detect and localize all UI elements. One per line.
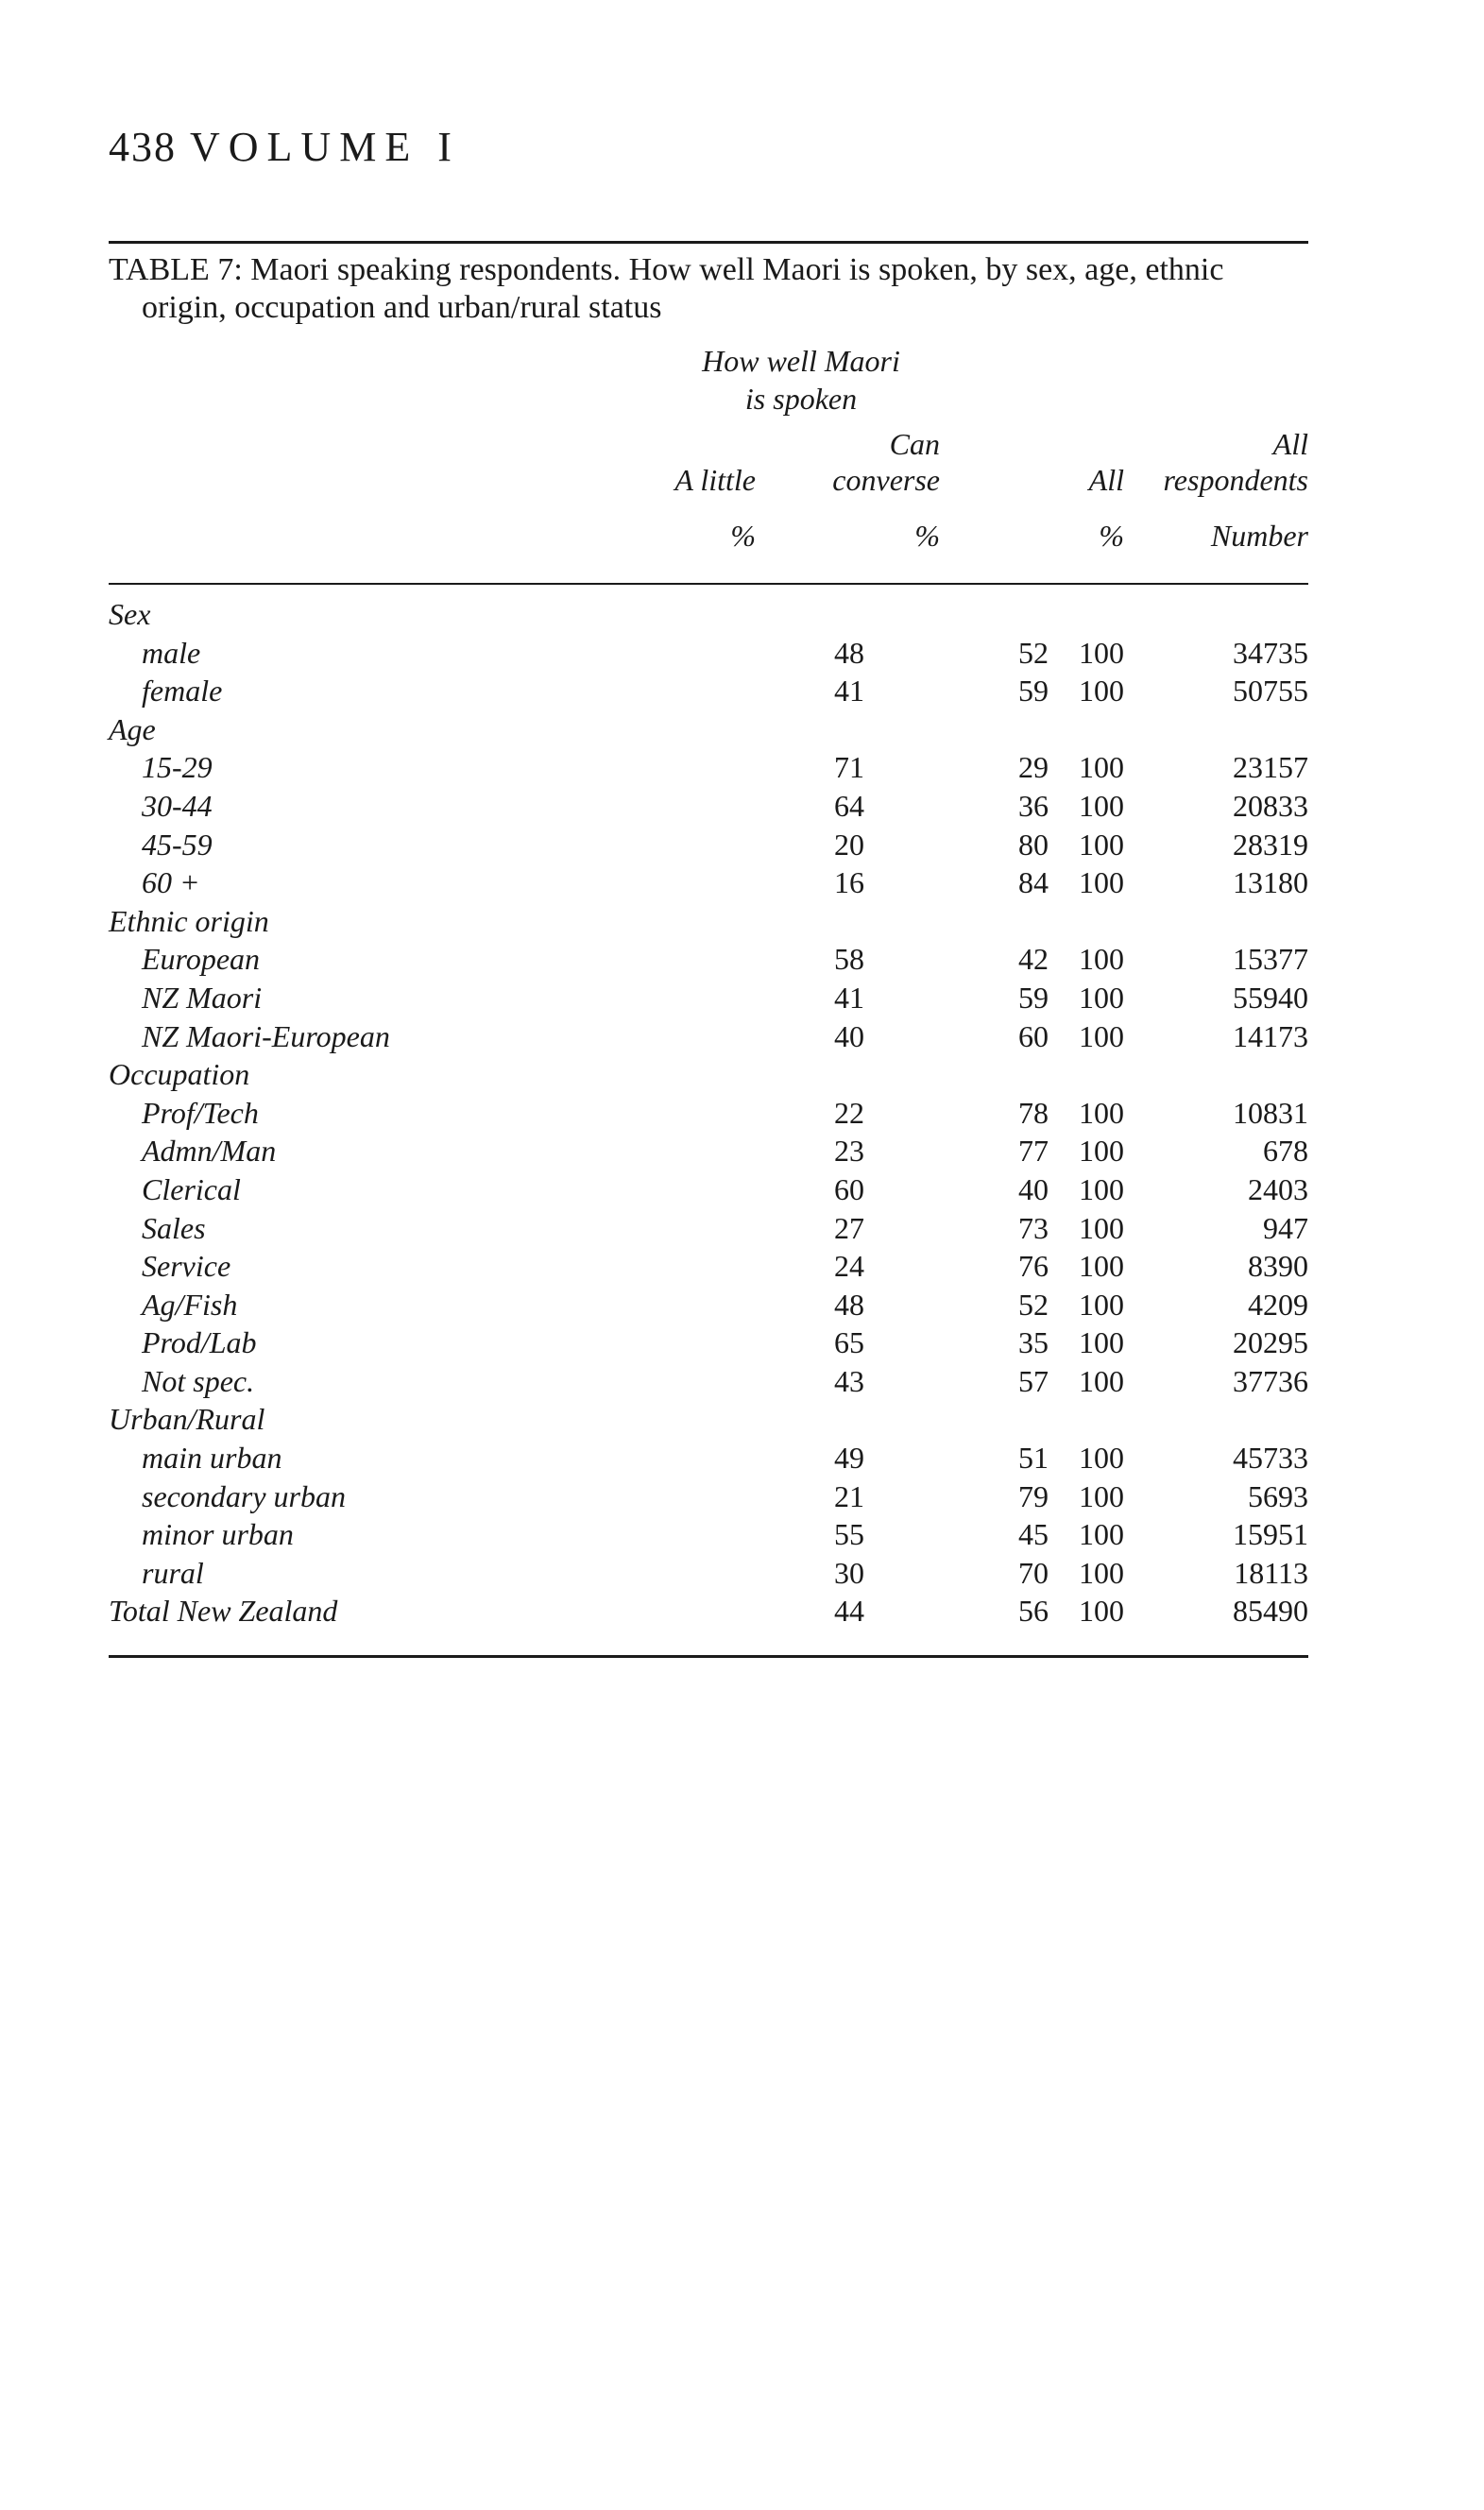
cell-all: 100 — [1079, 1441, 1124, 1476]
row-label: Sales — [142, 1210, 206, 1245]
table-row — [109, 748, 1308, 787]
table-row — [109, 1247, 1308, 1286]
cell-all-respondents: 50755 — [1233, 674, 1308, 709]
cell-a-little: 40 — [834, 1018, 864, 1053]
group-label: Age — [109, 711, 156, 746]
cell-a-little: 58 — [834, 942, 864, 977]
row-label: European — [142, 942, 261, 977]
row-label: NZ Maori — [142, 980, 263, 1015]
cell-all: 100 — [1079, 1287, 1124, 1322]
col-unit-can-converse: % — [914, 519, 940, 553]
table-row — [109, 940, 1308, 979]
cell-a-little: 21 — [834, 1478, 864, 1513]
table-group-row — [109, 1055, 1308, 1094]
cell-a-little: 22 — [834, 1095, 864, 1130]
row-label: 60 + — [142, 865, 200, 900]
cell-all: 100 — [1079, 1363, 1124, 1398]
cell-a-little: 43 — [834, 1363, 864, 1398]
table-group-row — [109, 710, 1308, 749]
group-label: Occupation — [109, 1057, 250, 1092]
cell-can-converse: 42 — [1018, 942, 1049, 977]
cell-all: 100 — [1079, 1517, 1124, 1552]
row-label: Admn/Man — [142, 1134, 277, 1169]
table-body — [109, 595, 1308, 1631]
row-label: main urban — [142, 1441, 282, 1476]
group-label: Ethnic origin — [109, 903, 269, 938]
table-top-rule — [109, 241, 1308, 244]
row-label: Ag/Fish — [142, 1287, 238, 1322]
row-label: male — [142, 635, 201, 670]
cell-all-respondents: 55940 — [1233, 980, 1308, 1015]
table-row — [109, 634, 1308, 673]
cell-all: 100 — [1079, 674, 1124, 709]
cell-all-respondents: 18113 — [1234, 1555, 1308, 1590]
cell-can-converse: 70 — [1018, 1555, 1049, 1590]
cell-all: 100 — [1079, 1134, 1124, 1169]
cell-all: 100 — [1079, 1594, 1124, 1629]
table-row — [109, 1017, 1308, 1056]
cell-can-converse: 77 — [1018, 1134, 1049, 1169]
cell-all: 100 — [1079, 865, 1124, 900]
col-unit-all: % — [1099, 519, 1124, 553]
cell-all-respondents: 34735 — [1233, 635, 1308, 670]
cell-all: 100 — [1079, 1018, 1124, 1053]
cell-a-little: 65 — [834, 1325, 864, 1360]
row-label: 45-59 — [142, 827, 213, 862]
table-row — [109, 863, 1308, 902]
cell-all-respondents: 85490 — [1233, 1594, 1308, 1629]
table-row — [109, 1209, 1308, 1248]
cell-all-respondents: 4209 — [1248, 1287, 1308, 1322]
table-row — [109, 1477, 1308, 1516]
cell-all: 100 — [1079, 980, 1124, 1015]
table-row — [109, 1170, 1308, 1209]
cell-all-respondents: 2403 — [1248, 1171, 1308, 1206]
table-row — [109, 1132, 1308, 1170]
cell-all: 100 — [1079, 1095, 1124, 1130]
cell-can-converse: 80 — [1018, 827, 1049, 862]
cell-all: 100 — [1079, 635, 1124, 670]
cell-a-little: 49 — [834, 1441, 864, 1476]
col-header-all: All — [1088, 463, 1124, 497]
cell-can-converse: 51 — [1018, 1441, 1049, 1476]
cell-can-converse: 84 — [1018, 865, 1049, 900]
cell-all: 100 — [1079, 750, 1124, 785]
cell-a-little: 27 — [834, 1210, 864, 1245]
table-group-row — [109, 1400, 1308, 1439]
row-label: 15-29 — [142, 750, 213, 785]
cell-can-converse: 78 — [1018, 1095, 1049, 1130]
cell-all-respondents: 45733 — [1233, 1441, 1308, 1476]
cell-all-respondents: 20833 — [1233, 788, 1308, 823]
cell-all: 100 — [1079, 1478, 1124, 1513]
row-label: Not spec. — [142, 1363, 255, 1398]
table-row — [109, 787, 1308, 826]
cell-a-little: 30 — [834, 1555, 864, 1590]
table-row — [109, 1094, 1308, 1133]
cell-all-respondents: 10831 — [1233, 1095, 1308, 1130]
row-label: Total New Zealand — [109, 1594, 338, 1629]
row-label: 30-44 — [142, 788, 213, 823]
row-label: Prof/Tech — [142, 1095, 259, 1130]
col-unit-a-little: % — [730, 519, 756, 553]
cell-all: 100 — [1079, 827, 1124, 862]
col-header-can-converse-line2: converse — [832, 463, 940, 497]
cell-all: 100 — [1079, 1249, 1124, 1284]
table-group-row — [109, 595, 1308, 634]
cell-all: 100 — [1079, 1210, 1124, 1245]
cell-can-converse: 45 — [1018, 1517, 1049, 1552]
cell-all: 100 — [1079, 788, 1124, 823]
cell-can-converse: 73 — [1018, 1210, 1049, 1245]
cell-can-converse: 52 — [1018, 635, 1049, 670]
row-label: Prod/Lab — [142, 1325, 257, 1360]
cell-can-converse: 59 — [1018, 980, 1049, 1015]
table-row — [109, 1323, 1308, 1362]
cell-all: 100 — [1079, 1555, 1124, 1590]
cell-all-respondents: 37736 — [1233, 1363, 1308, 1398]
cell-can-converse: 59 — [1018, 674, 1049, 709]
table-row — [109, 1439, 1308, 1477]
cell-a-little: 41 — [834, 980, 864, 1015]
table-bottom-rule — [109, 1655, 1308, 1658]
cell-can-converse: 35 — [1018, 1325, 1049, 1360]
table-total-row — [109, 1592, 1308, 1631]
group-header: How well Maori is spoken — [702, 344, 900, 416]
cell-can-converse: 60 — [1018, 1018, 1049, 1053]
cell-can-converse: 36 — [1018, 788, 1049, 823]
col-header-all-respondents-line1: All — [1272, 427, 1308, 461]
row-label: secondary urban — [142, 1478, 346, 1513]
table-row — [109, 1362, 1308, 1401]
cell-a-little: 48 — [834, 1287, 864, 1322]
row-label: minor urban — [142, 1517, 294, 1552]
row-label: female — [142, 674, 223, 709]
cell-all-respondents: 947 — [1263, 1210, 1308, 1245]
cell-can-converse: 40 — [1018, 1171, 1049, 1206]
cell-all-respondents: 20295 — [1233, 1325, 1308, 1360]
table-caption: TABLE 7: Maori speaking respondents. How well Maori is spoken, by sex, age, ethnic origin, occupation and urban/rural status — [109, 252, 1224, 325]
cell-a-little: 24 — [834, 1249, 864, 1284]
cell-a-little: 16 — [834, 865, 864, 900]
table-row — [109, 672, 1308, 710]
cell-all: 100 — [1079, 1171, 1124, 1206]
cell-all-respondents: 14173 — [1233, 1018, 1308, 1053]
cell-all: 100 — [1079, 942, 1124, 977]
row-label: NZ Maori-European — [142, 1018, 390, 1053]
cell-a-little: 60 — [834, 1171, 864, 1206]
cell-a-little: 55 — [834, 1517, 864, 1552]
cell-a-little: 41 — [834, 674, 864, 709]
cell-can-converse: 52 — [1018, 1287, 1049, 1322]
col-header-all-respondents-line2: respondents — [1163, 463, 1308, 497]
col-header-can-converse-line1: Can — [889, 427, 940, 461]
group-label: Sex — [109, 597, 151, 631]
table-row — [109, 979, 1308, 1017]
cell-a-little: 23 — [834, 1134, 864, 1169]
row-label: Clerical — [142, 1171, 241, 1206]
table-header-rule — [109, 583, 1308, 585]
page-number: 438 — [109, 124, 177, 170]
col-header-a-little: A little — [674, 463, 756, 497]
cell-a-little: 64 — [834, 788, 864, 823]
table-row — [109, 1554, 1308, 1593]
table-row — [109, 1515, 1308, 1554]
cell-a-little: 71 — [834, 750, 864, 785]
table-row — [109, 826, 1308, 864]
row-label: rural — [142, 1555, 204, 1590]
cell-all-respondents: 5693 — [1248, 1478, 1308, 1513]
cell-all-respondents: 8390 — [1248, 1249, 1308, 1284]
cell-can-converse: 57 — [1018, 1363, 1049, 1398]
table-group-row — [109, 902, 1308, 941]
cell-all-respondents: 28319 — [1233, 827, 1308, 862]
cell-all-respondents: 23157 — [1233, 750, 1308, 785]
cell-all: 100 — [1079, 1325, 1124, 1360]
row-label: Service — [142, 1249, 231, 1284]
col-unit-number: Number — [1210, 519, 1308, 553]
cell-can-converse: 76 — [1018, 1249, 1049, 1284]
table-row — [109, 1286, 1308, 1324]
cell-all-respondents: 15951 — [1233, 1517, 1308, 1552]
cell-can-converse: 29 — [1018, 750, 1049, 785]
cell-can-converse: 56 — [1018, 1594, 1049, 1629]
cell-a-little: 48 — [834, 635, 864, 670]
cell-a-little: 44 — [834, 1594, 864, 1629]
running-head: VOLUME I — [190, 124, 460, 170]
page-header — [109, 123, 460, 171]
cell-a-little: 20 — [834, 827, 864, 862]
cell-all-respondents: 15377 — [1233, 942, 1308, 977]
cell-can-converse: 79 — [1018, 1478, 1049, 1513]
group-label: Urban/Rural — [109, 1402, 265, 1437]
cell-all-respondents: 13180 — [1233, 865, 1308, 900]
cell-all-respondents: 678 — [1263, 1134, 1308, 1169]
